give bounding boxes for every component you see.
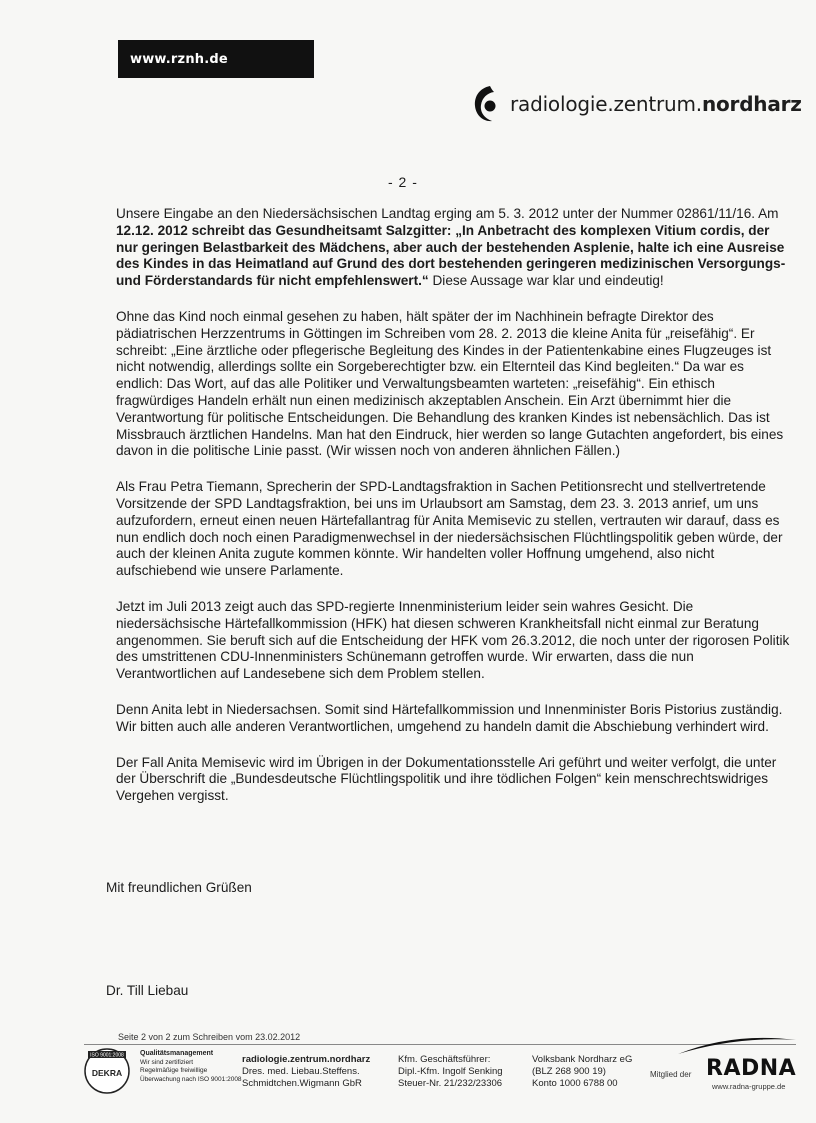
qm-iso: Überwachung nach ISO 9001:2008 [140, 1075, 242, 1083]
qm-monitoring: Regelmäßige freiwillige [140, 1067, 208, 1074]
footer-bank-account: Konto 1000 6788 00 [532, 1078, 618, 1089]
footer-tax-number: Steuer-Nr. 21/232/23306 [398, 1078, 503, 1089]
footer-bank-code: (BLZ 268 900 19) [532, 1066, 606, 1077]
company-logo [470, 84, 800, 124]
page-number: - 2 - [388, 174, 418, 190]
paragraph-1-conclusion: Diese Aussage war klar und eindeutig! [428, 273, 664, 289]
paragraph-3: Als Frau Petra Tiemann, Sprecherin der SPD-Landtagsfraktion in Sachen Petitionsrecht und stellvertretende Vorsitzende der SPD Landtagsfraktion, bei uns im Urlaubsort am Samstag, dem 23. 3. 2013 anrief, um uns aufzufordern, erneut einen neuen Härtefallantrag für Anita Memisevic zu stellen, vertrauten wir darauf, dass es nun endlich doch noch einen Paradigmenwechsel in der niedersächsischen Flüchtlingspolitik geben würde, der auch der kleinen Anita zugute kommen könnte. Wir handelten voller Hoffnung umgehend, also nicht aufschiebend wie unsere Parlamente. [116, 479, 783, 579]
signature-name: Dr. Till Liebau [106, 983, 189, 998]
footer-company [242, 1054, 370, 1090]
dekra-iso-label: ISO 9001:2008 [90, 1052, 124, 1059]
logo-drop-icon [470, 84, 506, 124]
quality-management-note [140, 1050, 242, 1084]
logo-text-zentrum: zentrum. [613, 92, 702, 116]
radna-member-label: Mitglied der [650, 1070, 692, 1079]
logo-text-radiologie: radiologie. [510, 92, 614, 116]
footer-page-reference: Seite 2 von 2 zum Schreiben vom 23.02.2012 [118, 1032, 301, 1042]
qm-title: Qualitätsmanagement [140, 1050, 214, 1057]
paragraph-1 [116, 206, 792, 290]
letter-body [116, 206, 792, 824]
footer-bank-name: Volksbank Nordharz eG [532, 1054, 633, 1065]
paragraph-1-intro: Unsere Eingabe an den Niedersächsischen Landtag erging am 5. 3. 2012 unter der Nummer 02861/11/16. Am [116, 206, 779, 221]
dekra-seal-icon [84, 1048, 130, 1094]
website-banner [118, 40, 314, 78]
footer-company-name: radiologie.zentrum.nordharz [242, 1054, 371, 1065]
closing-greeting: Mit freundlichen Grüßen [106, 880, 252, 895]
paragraph-6: Der Fall Anita Memisevic wird im Übrigen in der Dokumentationsstelle Ari geführt und weiter verfolgt, die unter der Überschrift die „Bundesdeutsche Flüchtlingspolitik und ihre tödlichen Folgen“ kein menschrechtswidriges Vergehen vergisst. [116, 754, 777, 804]
radna-url[interactable]: www.radna-gruppe.de [712, 1082, 786, 1091]
footer-management [398, 1054, 503, 1090]
dekra-brand-label: DEKRA [91, 1068, 123, 1078]
footer-bank [532, 1054, 632, 1090]
paragraph-4: Jetzt im Juli 2013 zeigt auch das SPD-regierte Innenministerium leider sein wahres Gesicht. Die niedersächsische Härtefallkommission (HFK) hat diesen schweren Krankheitsfall nicht einmal zur Beratung angenommen. Sie beruft sich auf die Entscheidung der HFK vom 26.3.2012, die noch unter der rigorosen Politik des umstrittenen CDU-Innenministers Schünemann getroffen wurde. Wir erwarten, dass die nun Verantwortlichen auf Landesebene sich dem Problem stellen. [116, 598, 790, 682]
footer-management-label: Kfm. Geschäftsführer: [398, 1054, 491, 1065]
footer-management-name: Dipl.-Kfm. Ingolf Senking [398, 1066, 503, 1077]
paragraph-5: Denn Anita lebt in Niedersachsen. Somit sind Härtefallkommission und Innenminister Boris Pistorius zuständig. Wir bitten auch alle anderen Verantwortlichen, umgehend zu handeln damit die Abschiebung verhindert wird. [116, 701, 783, 734]
radna-logo: RADNA [706, 1056, 797, 1081]
logo-wordmark [510, 92, 802, 116]
paragraph-2: Ohne das Kind noch einmal gesehen zu haben, hält später der im Nachhinein befragte Direktor des pädiatrischen Herzzentrums in Göttingen im Schreiben vom 28. 2. 2013 die kleine Anita für „reisefähig“. Er schreibt: „Eine ärztliche oder pflegerische Begleitung des Kindes in der Patientenkabine eines Flugzeuges ist nicht notwendig, allerdings sollte ein Sorgeberechtigter bzw. ein Elternteil das Kind begleiten.“ Da war es endlich: Das Wort, auf das alle Politiker und Verwaltungsbeamten warteten: „reisefähig“. Ein ethisch fragwürdiges Handeln erhält nun einen medizinisch akzeptablen Anschein. Ein Arzt übernimmt hier die Verantwortung für politische Entscheidungen. Die Behandlung des kranken Kindes ist nebensächlich. Das ist Missbrauch ärztlichen Handelns. Man hat den Eindruck, hier werden so lange Gutachten angefordert, bis eines davon in die politische Linie passt. (Wir wissen noch von anderen ähnlichen Fällen.) [116, 308, 784, 459]
footer-company-doctors: Dres. med. Liebau.Steffens. [242, 1066, 360, 1077]
logo-text-nordharz: nordharz [701, 92, 802, 116]
footer-company-partners: Schmidtchen.Wigmann GbR [242, 1078, 362, 1089]
radna-swoosh-icon [678, 1034, 798, 1058]
paragraph-1-quote: 12.12. 2012 schreibt das Gesundheitsamt Salzgitter: „In Anbetracht des komplexen Vitium cordis, der nur geringen Belastbarkeit des Mädchens, aber auch der bestehenden Asplenie, halte ich eine Ausreise des Kindes in das Heimatland auf Grund des dort bestehenden geringeren medizinischen Versorgungs- und Förderstandards für nicht empfehlenswert.“ [116, 222, 786, 289]
qm-certified: Wir sind zertifiziert [140, 1058, 194, 1066]
website-url[interactable]: www.rznh.de [130, 52, 228, 67]
